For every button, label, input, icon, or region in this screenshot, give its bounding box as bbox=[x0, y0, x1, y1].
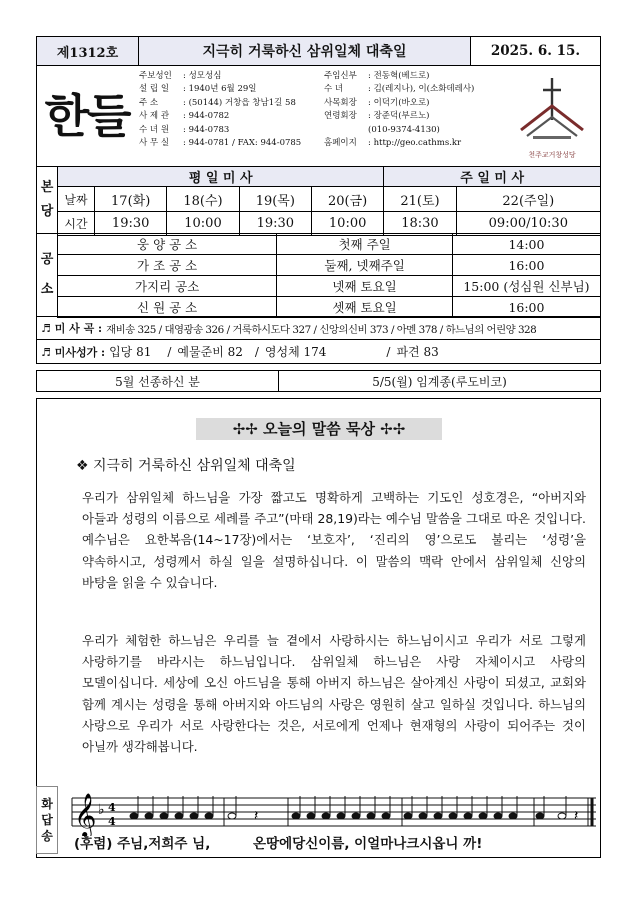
row-label-date: 날짜 bbox=[58, 187, 95, 212]
mass-time: 19:30 bbox=[239, 212, 311, 236]
song-recessional: 파견 83 bbox=[396, 345, 439, 359]
side-char: 당 bbox=[40, 204, 54, 219]
info-line: 주 소 : (50144) 거창읍 창남1길 58 bbox=[139, 97, 324, 110]
info-label: 사목회장 bbox=[324, 97, 357, 108]
mass-hymns-row bbox=[36, 316, 601, 340]
mass-day: 22(주일) bbox=[456, 187, 600, 212]
masthead bbox=[36, 65, 601, 167]
info-left bbox=[139, 70, 324, 150]
info-value: 전동혁(베드로) bbox=[373, 71, 430, 81]
responsory-side-label bbox=[36, 786, 58, 854]
info-line: 주임신부 : 전동혁(베드로) bbox=[324, 70, 499, 83]
church-logo bbox=[507, 72, 597, 164]
info-label: 홈페이지 bbox=[324, 138, 357, 149]
music-note bbox=[228, 813, 236, 819]
music-note bbox=[558, 813, 566, 819]
song-offertory: 예물준비 82 bbox=[177, 345, 243, 359]
mass-time: 19:30 bbox=[95, 212, 167, 236]
music-note bbox=[352, 813, 360, 819]
church-icon bbox=[507, 72, 597, 150]
music-note bbox=[419, 813, 427, 819]
time-sig-bottom: 4 bbox=[108, 815, 116, 828]
music-note bbox=[145, 813, 153, 819]
logo-text: 한들 bbox=[44, 89, 130, 143]
mass-day: 18(수) bbox=[167, 187, 239, 212]
mass-schedule-table bbox=[57, 166, 601, 236]
song-entrance: 입당 81 bbox=[109, 345, 152, 359]
mass-time: 09:00/10:30 bbox=[456, 212, 600, 236]
deceased-label: 5월 선종하신 분 bbox=[36, 370, 279, 392]
info-line: 홈페이지 : http://geo.cathms.kr bbox=[324, 137, 499, 150]
lyrics-part-1: (후렴) 주님,저희주 님, bbox=[74, 836, 211, 852]
info-value: 944-0783 bbox=[188, 124, 230, 135]
side-char: 공 bbox=[40, 252, 54, 267]
mass-day: 21(토) bbox=[384, 187, 456, 212]
page-title: 지극히 거룩하신 삼위일체 대축일 bbox=[138, 36, 471, 66]
side-char: 본 bbox=[40, 180, 54, 195]
sep: / bbox=[386, 344, 391, 359]
mass-hymns-label: ♬ 미 사 곡 : bbox=[41, 322, 103, 335]
music-note bbox=[322, 813, 330, 819]
music-note bbox=[292, 813, 300, 819]
treble-clef-icon: 𝄞 bbox=[74, 793, 97, 836]
info-value: 944-0781 / FAX: 944-0785 bbox=[188, 138, 302, 149]
gongso-time: 15:00 (성심원 신부님) bbox=[452, 276, 600, 297]
side-char: 화 bbox=[41, 797, 53, 811]
gongso-name: 신 원 공 소 bbox=[58, 297, 277, 318]
info-right bbox=[324, 70, 499, 150]
info-value: (50144) 거창읍 창남1길 58 bbox=[188, 97, 296, 108]
music-note bbox=[464, 813, 472, 819]
music-note bbox=[382, 813, 390, 819]
music-note bbox=[536, 813, 544, 819]
info-value: 1940년 6월 29일 bbox=[188, 84, 257, 95]
gongso-time: 14:00 bbox=[452, 234, 600, 255]
side-char: 소 bbox=[40, 282, 54, 297]
sep: / bbox=[254, 344, 259, 359]
info-line: 연령회장 : 장준덕(부르노) bbox=[324, 110, 499, 123]
gongso-when: 둘째, 넷째주일 bbox=[277, 255, 453, 276]
gongso-when: 셋째 토요일 bbox=[277, 297, 453, 318]
mass-time: 10:00 bbox=[167, 212, 239, 236]
info-value: 이덕기(바오로) bbox=[373, 97, 430, 108]
side-char: 답 bbox=[41, 813, 53, 827]
info-line: 사목회장 : 이덕기(바오로) bbox=[324, 97, 499, 110]
gongso-name: 가 조 공 소 bbox=[58, 255, 277, 276]
mass-time: 10:00 bbox=[311, 212, 383, 236]
gongso-time: 16:00 bbox=[452, 255, 600, 276]
info-line bbox=[324, 124, 499, 137]
info-line: 설 립 일 : 1940년 6월 29일 bbox=[139, 83, 324, 96]
row-label-time: 시간 bbox=[58, 212, 95, 236]
gongso-when: 첫째 주일 bbox=[277, 234, 453, 255]
music-note bbox=[404, 813, 412, 819]
info-label: 사 무 실 bbox=[139, 138, 170, 149]
info-line: 사 무 실 : 944-0781 / FAX: 944-0785 bbox=[139, 137, 324, 150]
mass-time: 18:30 bbox=[384, 212, 456, 236]
gongso-row bbox=[58, 276, 601, 297]
info-value: (010-9374-4130) bbox=[368, 124, 440, 135]
info-label: 설 립 일 bbox=[139, 84, 170, 95]
info-label: 수 녀 bbox=[324, 84, 344, 95]
music-note bbox=[337, 813, 345, 819]
music-note bbox=[205, 813, 213, 819]
parish-name: 천주교거창성당 bbox=[528, 151, 576, 159]
music-note bbox=[494, 813, 502, 819]
music-note bbox=[367, 813, 375, 819]
info-value: 성모성심 bbox=[188, 71, 222, 81]
info-value: http://geo.cathms.kr bbox=[373, 138, 462, 149]
lyrics-part-2: 온땅에당신이름, 이얼마나크시옵니 까! bbox=[253, 836, 483, 852]
info-value: 944-0782 bbox=[188, 111, 230, 122]
gongso-time: 16:00 bbox=[452, 297, 600, 318]
gongso-row bbox=[58, 234, 601, 255]
mass-day: 19(목) bbox=[239, 187, 311, 212]
info-line: 수 녀 : 김(레지나), 이(소화데레사) bbox=[324, 83, 499, 96]
rest-icon: 𝄽 bbox=[574, 808, 579, 824]
info-label: 주 소 bbox=[139, 97, 159, 108]
meditation-heading: ✢✢ 오늘의 말씀 묵상 ✢✢ bbox=[196, 418, 442, 440]
music-note bbox=[190, 813, 198, 819]
gongso-when: 넷째 토요일 bbox=[277, 276, 453, 297]
sunday-mass-header: 주 일 미 사 bbox=[384, 167, 601, 187]
gongso-side-label bbox=[36, 233, 58, 317]
issue-date: 2025. 6. 15. bbox=[470, 36, 601, 66]
rest-icon: 𝄽 bbox=[254, 808, 259, 824]
side-char: 송 bbox=[41, 829, 53, 843]
sep: / bbox=[167, 344, 172, 359]
info-line: 주보성인 : 성모성심 bbox=[139, 70, 324, 83]
deceased-value: 5/5(월) 임계종(루도비코) bbox=[278, 370, 601, 392]
meditation-subheading: ❖ 지극히 거룩하신 삼위일체 대축일 bbox=[76, 458, 296, 474]
gongso-row bbox=[58, 297, 601, 318]
time-sig-top: 4 bbox=[108, 801, 116, 814]
info-label: 수 녀 원 bbox=[139, 124, 170, 135]
weekday-mass-header: 평 일 미 사 bbox=[58, 167, 384, 187]
meditation-paragraph-1: 우리가 삼위일체 하느님을 가장 짧고도 명확하게 고백하는 기도인 성호경은, “아버지와 아들과 성령의 이름으로 세례를 주고”(마태 28,19)라는 예수님 말씀을 그대로 따온 것입니다. 예수님은 요한복음(14~17장)에서는 ‘보호자’, ‘진리의 영’으로도 불리는 ‘성령’을 약속하시고, 성령께서 하실 일을 설명하십니다. 이 말씀의 맥락 안에서 삼위일체 신앙의 바탕을 읽을 수 있습니다. bbox=[82, 490, 586, 590]
gongso-row bbox=[58, 255, 601, 276]
music-note bbox=[307, 813, 315, 819]
music-note bbox=[509, 813, 517, 819]
info-line: 사 제 관 : 944-0782 bbox=[139, 110, 324, 123]
notes bbox=[130, 796, 578, 826]
info-label: 주임신부 bbox=[324, 71, 357, 81]
music-note bbox=[479, 813, 487, 819]
info-value: 장준덕(부르노) bbox=[373, 111, 430, 122]
song-communion: 영성체 174 bbox=[264, 345, 327, 359]
mass-day: 17(화) bbox=[95, 187, 167, 212]
mass-songs-label: ♬ 미사성가 : bbox=[41, 345, 106, 359]
responsory-staff bbox=[64, 790, 600, 836]
responsory-lyrics bbox=[74, 832, 482, 852]
info-label: 주보성인 bbox=[139, 71, 172, 81]
info-line: 수 녀 원 : 944-0783 bbox=[139, 124, 324, 137]
mass-day: 20(금) bbox=[311, 187, 383, 212]
gongso-name: 가지리 공소 bbox=[58, 276, 277, 297]
music-note bbox=[449, 813, 457, 819]
info-value: 김(레지나), 이(소화데레사) bbox=[373, 84, 475, 95]
mass-songs-row bbox=[36, 339, 601, 364]
gongso-name: 웅 양 공 소 bbox=[58, 234, 277, 255]
music-note bbox=[175, 813, 183, 819]
music-note bbox=[160, 813, 168, 819]
flat-icon: ♭ bbox=[98, 802, 105, 818]
info-label: 사 제 관 bbox=[139, 111, 170, 122]
gongso-table bbox=[57, 233, 601, 318]
meditation-paragraph-2: 우리가 체험한 하느님은 우리를 늘 곁에서 사랑하시는 하느님이시고 우리가 서로 그렇게 사랑하기를 바라시는 하느님입니다. 삼위일체 하느님은 사랑 자체이시고 사랑의 모델이십니다. 세상에 오신 아드님을 통해 아버지 하느님은 살아계신 사랑이 되셨고, 교회와 함께 계시는 성령을 통해 아버지와 아드님의 사랑은 영원히 살고 일하실 것입니다. 하느님의 사랑으로 우리가 서로 사랑한다는 것은, 서로에게 언제나 현재형의 사랑이 되어주는 것이 아닐까 생각해봅니다. bbox=[82, 633, 586, 755]
mass-hymns-text: 재비송 325 / 대영광송 326 / 거룩하시도다 327 / 신앙의신비 373 / 아멘 378 / 하느님의 어린양 328 bbox=[106, 323, 537, 336]
schedule-side-label bbox=[36, 166, 58, 234]
info-label: 연령회장 bbox=[324, 111, 357, 122]
music-note bbox=[434, 813, 442, 819]
music-note bbox=[130, 813, 138, 819]
issue-number: 제1312호 bbox=[36, 36, 139, 66]
